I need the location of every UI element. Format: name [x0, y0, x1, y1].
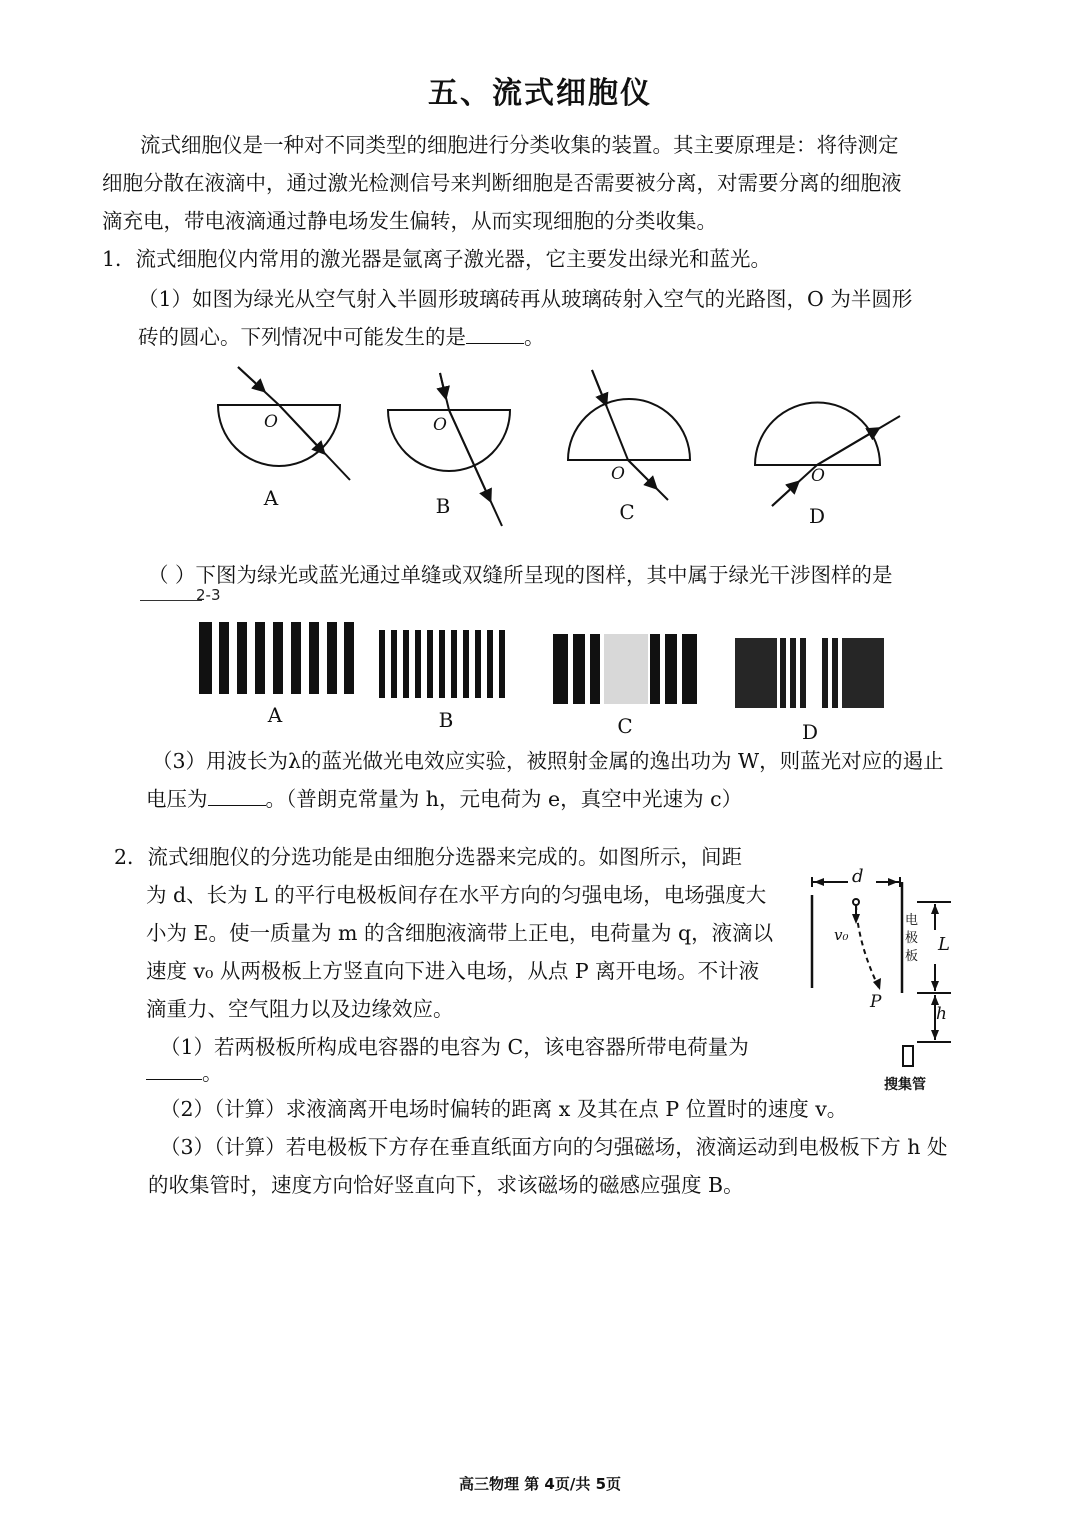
intro-line-2: 细胞分散在液滴中，通过激光检测信号来判断细胞是否需要被分离，对需要分离的细胞液	[102, 171, 902, 195]
intro-line-3: 滴充电，带电液滴通过静电场发生偏转，从而实现细胞的分类收集。	[102, 209, 717, 233]
fig2-label-b: B	[438, 708, 454, 732]
q2-part3-line2: 的收集管时，速度方向恰好竖直向下，求该磁场的磁感应强度 B。	[148, 1173, 744, 1197]
label-d: d	[852, 866, 864, 887]
label-plate	[905, 912, 918, 966]
fig1-label-d: D	[808, 504, 826, 528]
fig2-label-c: C	[617, 714, 633, 738]
center-label-c: O	[611, 464, 625, 484]
plate-char-2: 极	[905, 931, 919, 946]
intro-line-1: 流式细胞仪是一种对不同类型的细胞进行分类收集的装置。其主要原理是：将待测定	[140, 133, 899, 157]
q2-stem-line-5: 滴重力、空气阻力以及边缘效应。	[146, 997, 454, 1021]
q2-part1-end: 。	[202, 1061, 223, 1085]
plate-char-3: 板	[905, 949, 919, 964]
collection-tube	[903, 1046, 913, 1066]
center-label-a: O	[264, 412, 278, 432]
q1-part3-text-a: 电压为	[146, 787, 208, 811]
label-v0: v₀	[834, 926, 849, 944]
q1-part1-text: 砖的圆心。下列情况中可能发生的是	[138, 325, 466, 349]
fig2-label-d: D	[801, 720, 819, 744]
q1-part3-line1: （3）用波长为λ的蓝光做光电效应实验，被照射金属的逸出功为 W，则蓝光对应的遏止	[152, 749, 944, 773]
q2-stem-line-2: 为 d、长为 L 的平行电极板间存在水平方向的匀强电场，电场强度大	[146, 883, 767, 907]
q2-stem-line-3: 小为 E。使一质量为 m 的含细胞液滴带上正电，电荷量为 q，液滴以	[146, 921, 774, 945]
fig2-label-a: A	[267, 703, 283, 727]
page-footer: 高三物理 第 4页/共 5页	[458, 1475, 622, 1493]
label-tube: 搜集管	[884, 1077, 926, 1093]
q1-stem: 1．流式细胞仪内常用的激光器是氩离子激光器，它主要发出绿光和蓝光。	[102, 247, 772, 271]
label-h: h	[936, 1004, 947, 1024]
center-label-b: O	[433, 415, 447, 435]
fig1-label-a: A	[263, 486, 279, 510]
q1-part1-line1: （1）如图为绿光从空气射入半圆形玻璃砖再从玻璃砖射入空气的光路图，O 为半圆形	[138, 287, 913, 311]
droplet	[853, 899, 859, 905]
plate-char-1: 电	[905, 913, 919, 928]
label-L: L	[938, 934, 950, 955]
page-title: 五、流式细胞仪	[428, 76, 652, 111]
q1-part2-line1: （ ）下图为绿光或蓝光通过单缝或双缝所呈现的图样，其中属于绿光干涉图样的是	[148, 563, 893, 587]
q2-part3-line1: （3）（计算）若电极板下方存在垂直纸面方向的匀强磁场，液滴运动到电极板下方 h 处	[160, 1135, 948, 1159]
q1-part3-text-b: 。（普朗克常量为 h，元电荷为 e，真空中光速为 c）	[265, 787, 743, 811]
q1-part1-end: 。	[524, 325, 545, 349]
center-label-d: O	[811, 466, 825, 486]
q2-part2: （2）（计算）求液滴离开电场时偏转的距离 x 及其在点 P 位置时的速度 v。	[160, 1097, 848, 1121]
q2-part1-line1: （1）若两极板所构成电容器的电容为 C，该电容器所带电荷量为	[160, 1035, 749, 1059]
handwritten-note: 2-3	[196, 586, 221, 604]
q2-stem-line-1: 2．流式细胞仪的分选功能是由细胞分选器来完成的。如图所示，间距	[114, 845, 743, 869]
fig1-label-b: B	[435, 494, 451, 518]
fig1-label-c: C	[619, 500, 635, 524]
label-P: P	[870, 992, 882, 1012]
q2-stem-line-4: 速度 v₀ 从两极板上方竖直向下进入电场，从点 P 离开电场。不计液	[146, 959, 760, 983]
